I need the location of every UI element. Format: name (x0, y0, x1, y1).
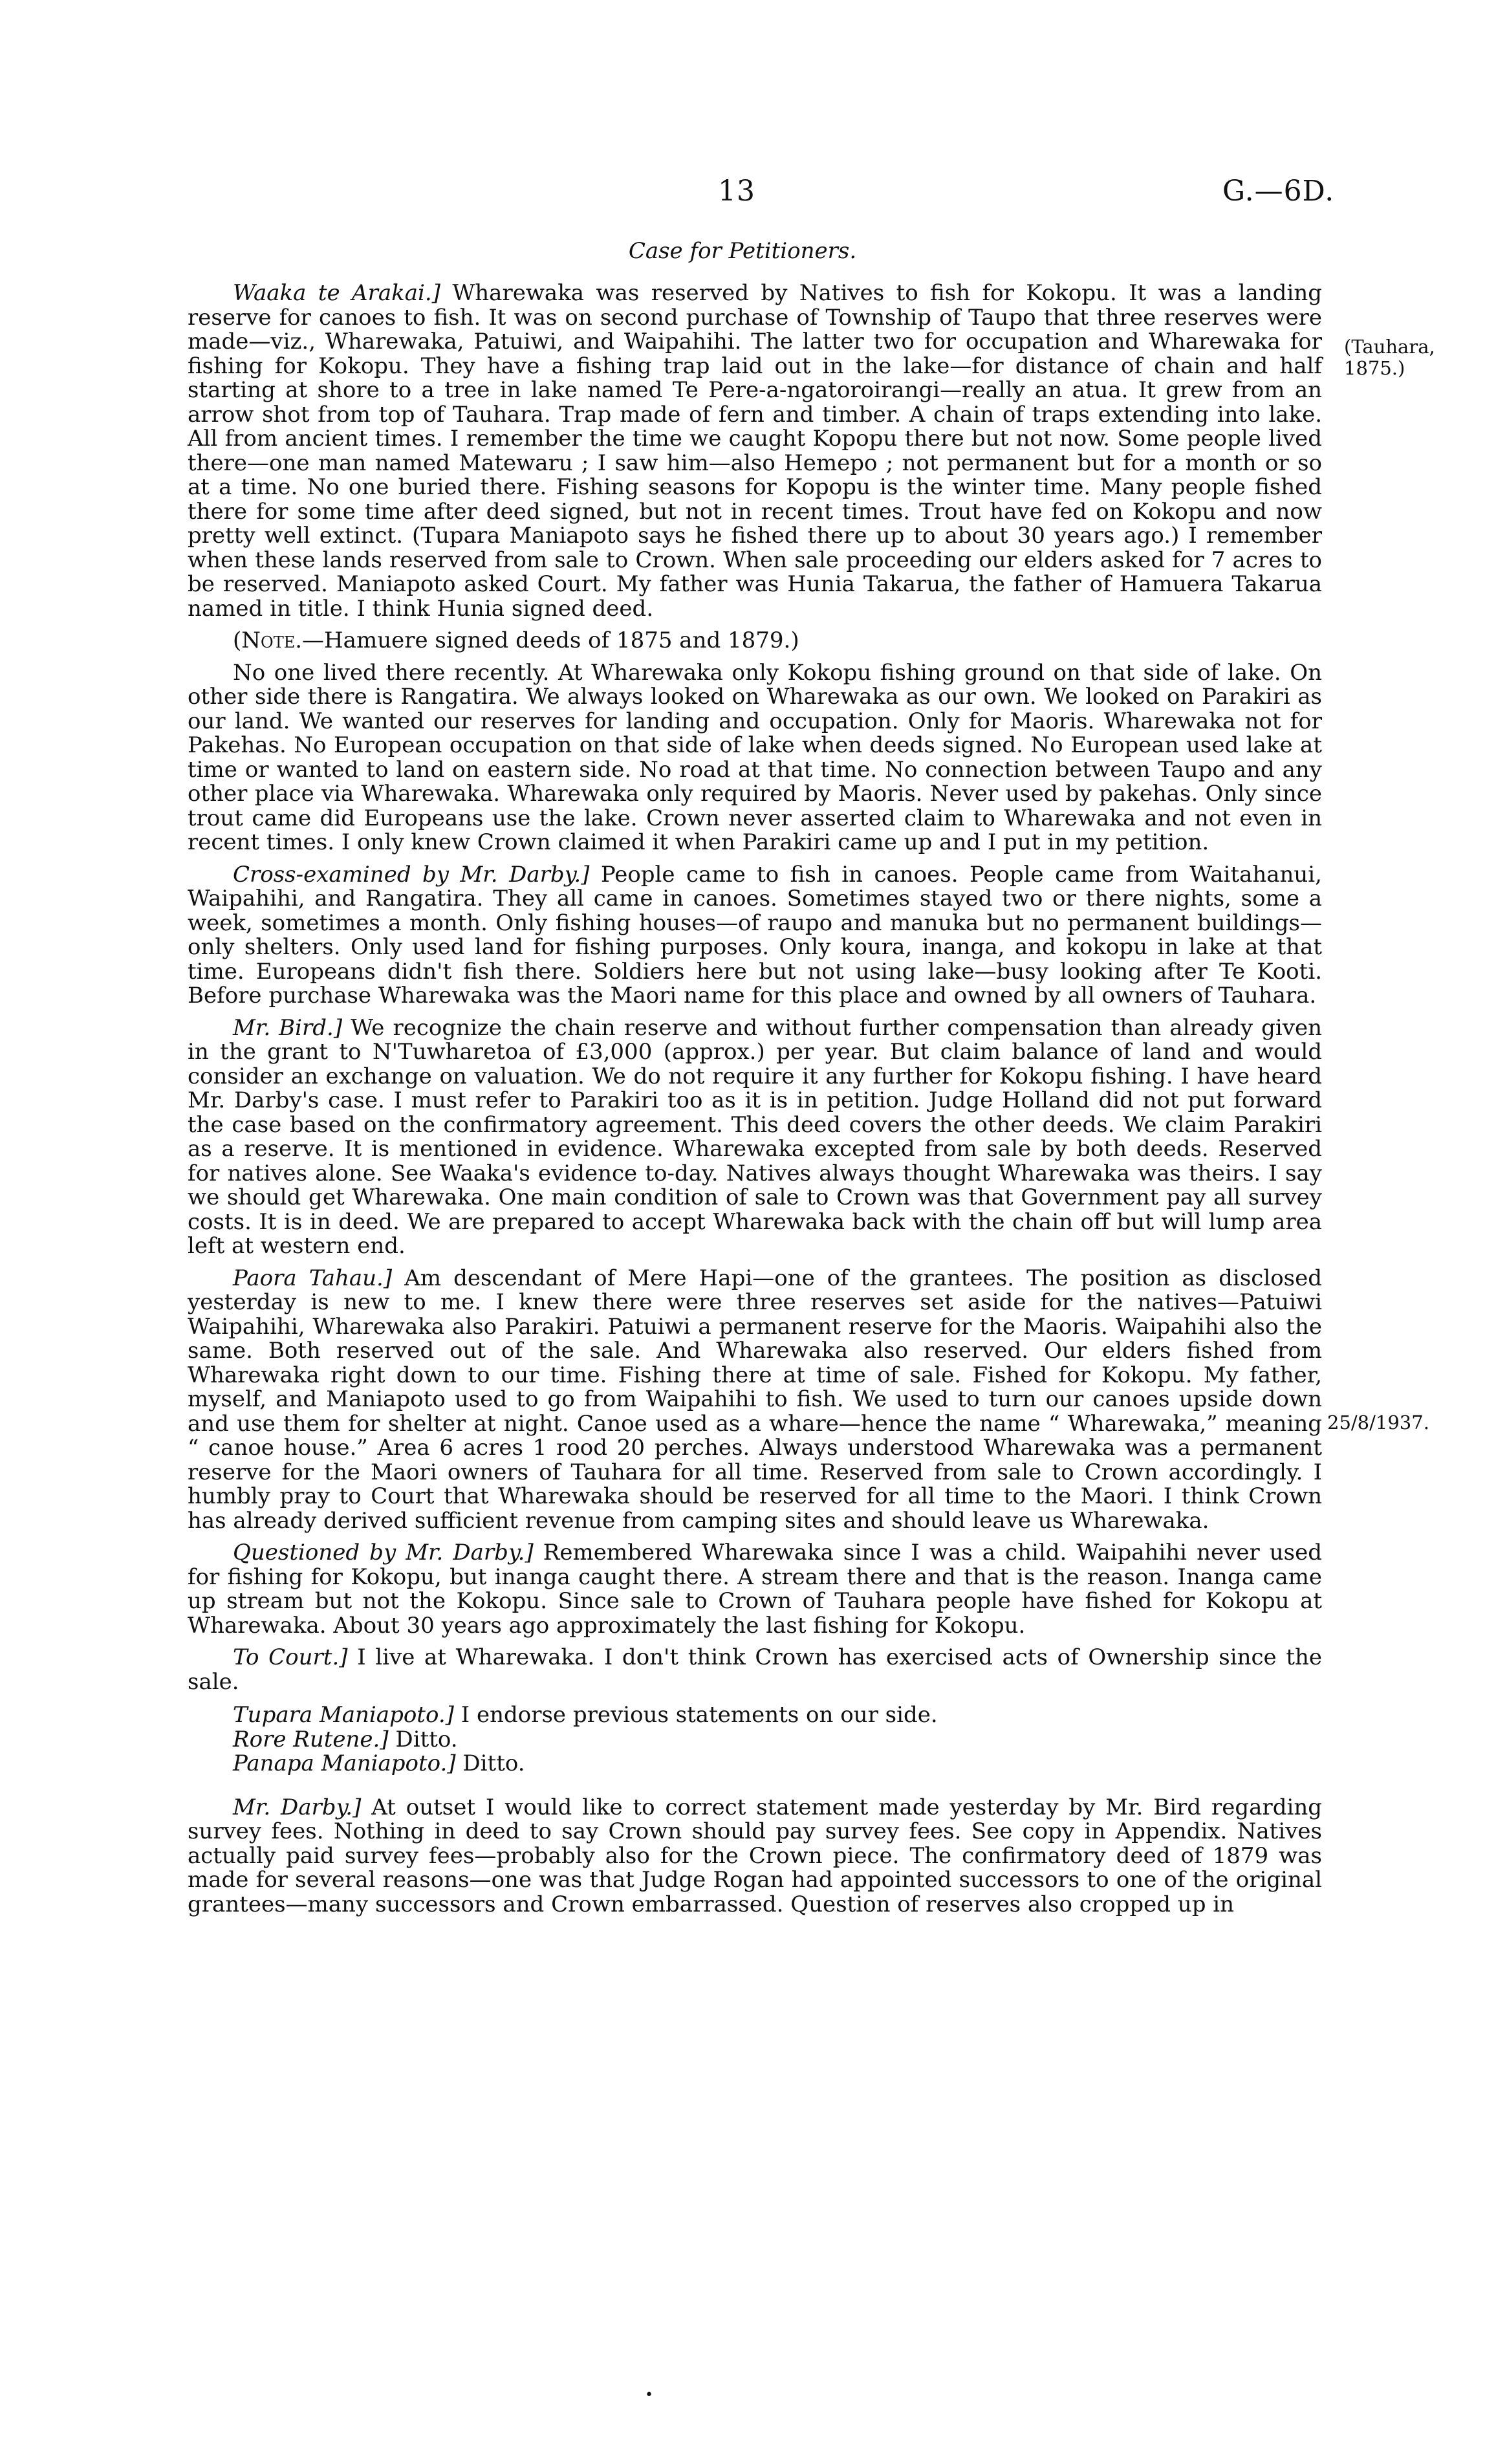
paragraph-paora-tahau (188, 1267, 1322, 1534)
document-reference: G.—6D. (1222, 175, 1335, 208)
paragraph-note: (Note.—Hamuere signed deeds of 1875 and 1879.) (233, 627, 799, 653)
paragraph-no-one-lived: No one lived there recently. At Wharewaka only Kokopu fishing ground on that side of lake. On other side there is Rangatira. We always looked on Wharewaka as our own. We looked on Parakiri as our land. We wanted our reserves for landing and occupation. Only for Maoris. Wharewaka not for Pakehas. No European occupation on that side of lake when deeds signed. No European used lake at time or wanted to land on eastern side. No road at that time. No connection between Taupo and any other place via Wharewaka. Wharewaka only required by Maoris. Never used by pakehas. Only since trout came did Europeans use the lake. Crown never asserted claim to Wharewaka and not even in recent times. I only knew Crown claimed it when Parakiri came up and I put in my petition. (188, 659, 1322, 855)
signatory-name: Rore Rutene.] (233, 1726, 389, 1752)
signatory-text: Ditto. (455, 1750, 525, 1776)
paragraph-mr-bird (188, 1016, 1322, 1259)
paragraph-waaka (188, 281, 1322, 621)
signatory-name: Panapa Maniapoto.] (233, 1750, 456, 1776)
paragraph-text: Remembered Wharewaka since I was a child. Waipahihi never used for fishing for Kokopu, but inanga caught there. A stream there and that is the reason. Inanga came up stream but not the Kokopu. Since sale to Crown of Tauhara people have fished for Kokopu at Wharewaka. About 30 years ago approximately the last fishing for Kokopu. (188, 1540, 1322, 1639)
speaker-name: To Court.] (233, 1644, 348, 1670)
section-heading: Case for Petitioners. (628, 238, 857, 264)
paragraph-text: I live at Wharewaka. I don't think Crown has exercised acts of Ownership since the sale. (188, 1644, 1323, 1695)
paragraph-questioned (188, 1541, 1322, 1638)
document-body (188, 281, 1322, 1924)
signatory-line (188, 1752, 1322, 1776)
speaker-name: Paora Tahau.] (233, 1265, 393, 1291)
signatory-name: Tupara Maniapoto.] (233, 1702, 454, 1728)
signatory-line (188, 1728, 1322, 1752)
margin-note-date: 25/8/1937. (1327, 1412, 1429, 1434)
paragraph-text: We recognize the chain reserve and without further compensation than already given in the grant to N'Tuwharetoa of £3,000 (approx.) per year. But claim balance of land and would consider an exchange on valuation. We do not require it any further for Kokopu fishing. I have heard Mr. Darby's case. I must refer to Parakiri too as it is in petition. Judge Holland did not put forward the case based on the confirmatory agreement. This deed covers the other deeds. We claim Parakiri as a reserve. It is mentioned in evidence. Wharewaka excepted from sale by both deeds. Reserved for natives alone. See Waaka's evidence to-day. Natives always thought Wharewaka was theirs. I say we should get Wharewaka. One main condition of sale to Crown was that Government pay all survey costs. It is in deed. We are prepared to accept Wharewaka back with the chain off but will lump area left at western end. (188, 1014, 1322, 1259)
paragraph-text: Am descendant of Mere Hapi—one of the grantees. The position as disclosed yesterday is new to me. I knew there were three reserves set aside for the natives—Patuiwi Waipahihi, Wharewaka also Parakiri. Patuiwi a permanent reserve for the Maoris. Waipahihi also the same. Both reserved out of the sale. And Wharewaka also reserved. Our elders fished from Wharewaka right down to our time. Fishing there at time of sale. Fished for Kokopu. My father, myself, and Maniapoto used to go from Waipahihi to fish. We used to turn our canoes upside down and use them for shelter at night. Canoe used as a whare—hence the name “ Wharewaka,” meaning “ canoe house.” Area 6 acres 1 rood 20 perches. Always understood Wharewaka was a permanent reserve for the Maori owners of Tauhara for all time. Reserved from sale to Crown accordingly. I humbly pray to Court that Wharewaka should be reserved for all time to the Maori. I think Crown has already derived sufficient revenue from camping sites and should leave us Wharewaka. (188, 1265, 1322, 1534)
page-number: 13 (718, 175, 755, 208)
paragraph-cross-examined (188, 863, 1322, 1008)
speaker-name: Mr. Darby.] (233, 1794, 362, 1820)
signatory-text: Ditto. (388, 1726, 458, 1752)
paragraph-to-court (188, 1646, 1322, 1694)
speaker-name: Questioned by Mr. Darby.] (233, 1540, 534, 1565)
signatory-line (188, 1703, 1322, 1728)
margin-note-tauhara: (Tauhara, 1875.) (1344, 336, 1435, 379)
stray-mark: • (645, 2387, 653, 2403)
paragraph-text: At outset I would like to correct statement made yesterday by Mr. Bird regarding survey fees. Nothing in deed to say Crown should pay survey fees. See copy in Appendix. Natives actually paid survey fees—probably also for the Crown piece. The confirmatory deed of 1879 was made for several reasons—one was that Judge Rogan had appointed successors to one of the original grantees—many successors and Crown embarrassed. Question of reserves also cropped up in (188, 1794, 1323, 1917)
speaker-name: Mr. Bird.] (233, 1014, 343, 1041)
signatory-text: I endorse previous statements on our side. (453, 1702, 938, 1728)
signatories (188, 1703, 1322, 1776)
speaker-name: Waaka te Arakai.] (233, 280, 440, 306)
note-label: Note. (241, 627, 303, 653)
paragraph-text: People came to fish in canoes. People came from Waitahanui, Waipahihi, and Rangatira. They all came in canoes. Sometimes stayed two or there nights, some a week, sometimes a month. Only fishing houses—of raupo and manuka but no permanent buildings—only shelters. Only used land for fishing purposes. Only koura, inanga, and kokopu in lake at that time. Europeans didn't fish there. Soldiers here but not using lake—busy looking after Te Kooti. Before purchase Wharewaka was the Maori name for this place and owned by all owners of Tauhara. (188, 861, 1322, 1008)
paragraph-text: Wharewaka was reserved by Natives to fish for Kokopu. It was a landing reserve for canoes to fish. It was on second purchase of Township of Taupo that three reserves were made—viz., Wharewaka, Patuiwi, and Waipahihi. The latter two for occupation and Wharewaka for fishing for Kokopu. They have a fishing trap laid out in the lake—for distance of chain and half starting at shore to a tree in lake named Te Pere-a-ngatoroirangi—really an atua. It grew from an arrow shot from top of Tauhara. Trap made of fern and timber. A chain of traps extending into lake. All from ancient times. I remember the time we caught Kopopu there but not now. Some people lived there—one man named Matewaru ; I saw him—also Hemepo ; not permanent but for a month or so at a time. No one buried there. Fishing seasons for Kopopu is the winter time. Many people fished there for some time after deed signed, but not in recent times. Trout have fed on Kokopu and now pretty well extinct. (Tupara Maniapoto says he fished there up to about 30 years ago.) I remember when these lands reserved from sale to Crown. When sale proceeding our elders asked for 7 acres to be reserved. Maniapoto asked Court. My father was Hunia Takarua, the father of Hamuera Takarua named in title. I think Hunia signed deed. (188, 280, 1322, 622)
paragraph-mr-darby (188, 1796, 1322, 1917)
speaker-name: Cross-examined by Mr. Darby.] (233, 861, 590, 888)
note-text: —Hamuere signed deeds of 1875 and 1879.) (302, 627, 799, 653)
